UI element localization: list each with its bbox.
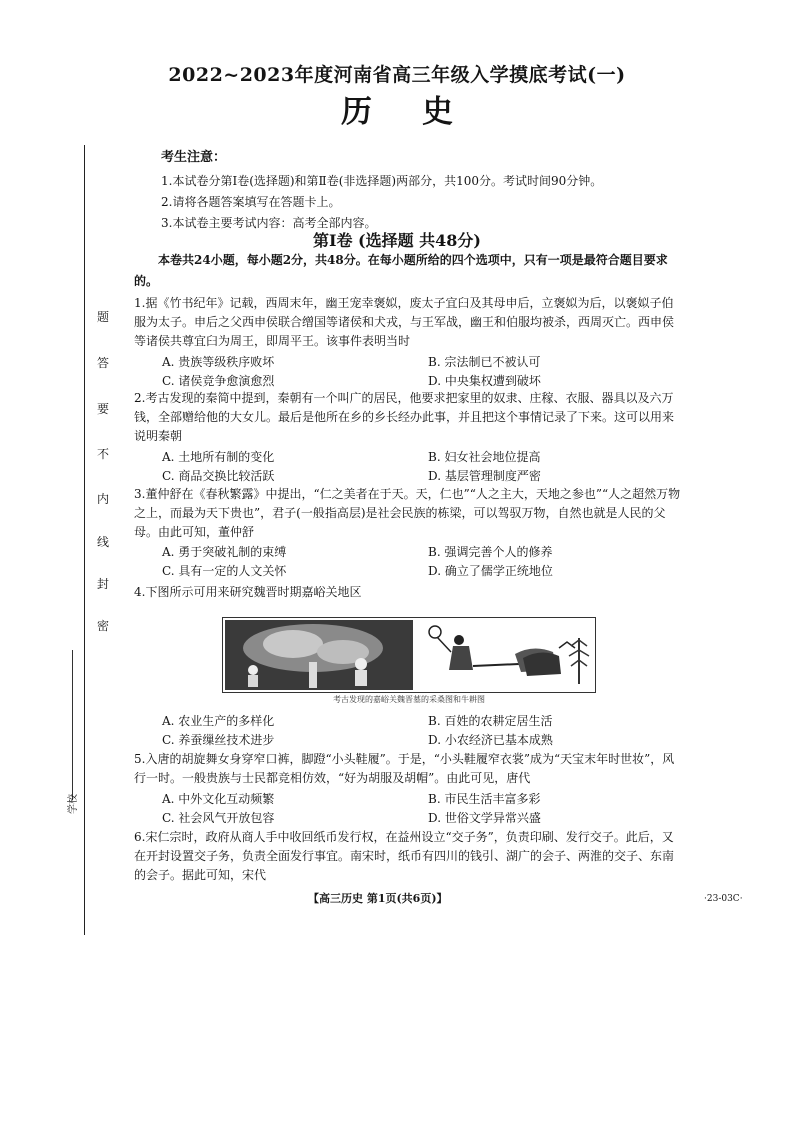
notice-box (161, 146, 721, 234)
exam-title: 2022~2023年度河南省高三年级入学摸底考试(一) (168, 64, 626, 86)
question-6-stem: 6.宋仁宗时，政府从商人手中收回纸币发行权，在益州设立“交子务”，负责印刷、发行交子。此后，又在开封设置交子务，负责全面发行事宜。南宋时，纸币有四川的钱引、湖广的会子、两淮的交子、东南的会子。据此可知，宋代 (134, 830, 675, 882)
option-a: A. 土地所有制的变化 (162, 450, 275, 464)
school-line (72, 650, 73, 800)
mural-figure (222, 617, 596, 707)
question-2-stem: 2.考古发现的秦简中提到，秦朝有一个叫广的居民，他要求把家里的奴隶、庄稼、衣服、器具以及六万钱，全部赠给他的大女儿。最后是他所在乡的乡长经办此事，并且把这个事情记录了下来。这可以用来说明秦朝 (134, 391, 675, 443)
notice-item: 1.本试卷分第Ⅰ卷(选择题)和第Ⅱ卷(非选择题)两部分，共100分。考试时间90分钟。 (161, 174, 603, 188)
binding-char: 答 (96, 356, 109, 370)
exam-code: ·23-03C· (704, 894, 743, 904)
binding-char: 不 (96, 447, 109, 461)
binding-char: 密 (96, 619, 109, 633)
option-d: D. 中央集权遭到破坏 (428, 374, 541, 388)
part-intro: 本卷共24小题，每小题2分，共48分。在每小题所给的四个选项中，只有一项是最符合题目要求的。 (134, 253, 668, 288)
page-footer: 【高三历史 第1页(共6页)】 (308, 892, 448, 905)
plough (473, 664, 519, 666)
child-figure (248, 665, 258, 675)
question-5-stem: 5.入唐的胡旋舞女身穿窄口裤，脚蹬“小头鞋履”。于是，“小头鞋履窄衣裳”成为“天宝末年时世妆”，风行一时。一般贵族与士民都竞相仿效，“好为胡服及胡帽”。由此可见，唐代 (134, 752, 675, 785)
binding-char: 封 (96, 577, 109, 591)
binding-line (84, 145, 85, 935)
subject-title: 历史 (341, 94, 503, 130)
ploughman-figure (454, 635, 464, 645)
option-a: A. 勇于突破礼制的束缚 (162, 545, 287, 559)
option-c: C. 诸侯竞争愈演愈烈 (162, 374, 275, 388)
option-d: D. 基层管理制度严密 (428, 469, 541, 483)
question-3-stem: 3.董仲舒在《春秋繁露》中提出，“仁之美者在于天。天，仁也”“人之主大，天地之参也”“人之超然万物之上，而最为天下贵也”，君子(一般指高层)是社会民族的栋梁，可以驾驭万物，自然也就是人民的父母。由此可知，董仲舒 (134, 487, 681, 539)
binding-char: 要 (96, 402, 109, 416)
notice-item: 2.请将各题答案填写在答题卡上。 (161, 195, 341, 209)
part-title: 第Ⅰ卷 (选择题 共48分) (312, 231, 482, 250)
option-b: B. 妇女社会地位提高 (428, 450, 541, 464)
option-d: D. 世俗文学异常兴盛 (428, 811, 541, 825)
figure-caption: 考古发现的嘉峪关魏晋墓的采桑图和牛耕图 (333, 695, 485, 704)
notice-heading: 考生注意： (161, 150, 227, 165)
option-d: D. 小农经济已基本成熟 (428, 733, 553, 747)
question-1-stem: 1.据《竹书纪年》记载，西周末年，幽王宠幸褒姒，废太子宜臼及其母申后，立褒姒为后，以褒姒子伯服为太子。申后之父西申侯联合缯国等诸侯和犬戎，与王军战，幽王和伯服均被杀，西周灭亡。西申侯等诸侯共尊宜臼为周王，即周平王。该事件表明当时 (134, 296, 675, 348)
option-b: B. 强调完善个人的修养 (428, 545, 553, 559)
mural-illustration (223, 618, 595, 692)
option-c: C. 社会风气开放包容 (162, 811, 275, 825)
option-a: A. 贵族等级秩序败坏 (162, 355, 275, 369)
option-d: D. 确立了儒学正统地位 (428, 564, 553, 578)
whip-icon (429, 626, 441, 638)
notice-item: 3.本试卷主要考试内容：高考全部内容。 (161, 216, 377, 230)
binding-char: 题 (96, 310, 109, 324)
school-label: 学校 (68, 794, 79, 814)
mural-frame (222, 617, 596, 693)
binding-char: 内 (96, 492, 109, 506)
option-b: B. 百姓的农耕定居生活 (428, 714, 553, 728)
option-b: B. 市民生活丰富多彩 (428, 792, 541, 806)
option-c: C. 具有一定的人文关怀 (162, 564, 287, 578)
option-c: C. 商品交换比较活跃 (162, 469, 275, 483)
binding-char: 线 (96, 535, 109, 549)
option-a: A. 中外文化互动频繁 (162, 792, 275, 806)
option-c: C. 养蚕缫丝技术进步 (162, 733, 275, 747)
option-a: A. 农业生产的多样化 (162, 714, 275, 728)
question-4-stem: 4.下图所示可用来研究魏晋时期嘉峪关地区 (134, 585, 362, 599)
option-b: B. 宗法制已不被认可 (428, 355, 541, 369)
picker-figure (355, 658, 367, 670)
